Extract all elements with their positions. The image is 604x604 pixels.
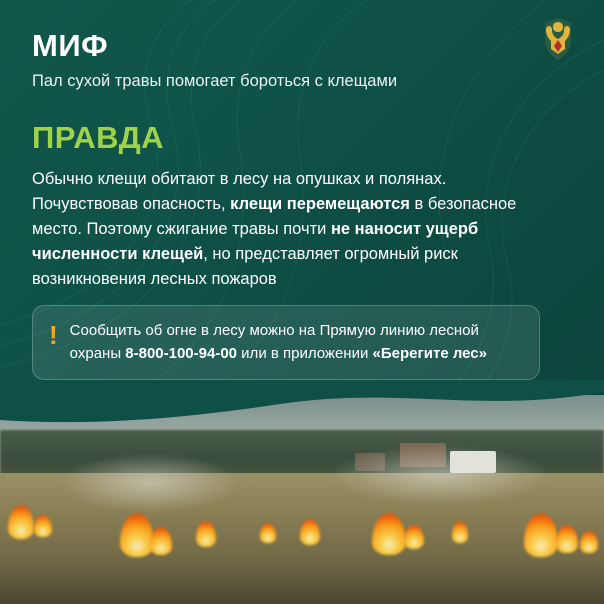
truth-text-part3: , но представляет огромный риск возникновения лесных пожаров xyxy=(32,244,458,288)
truth-text xyxy=(32,167,552,292)
truth-text-bold1: клещи перемещаются xyxy=(230,194,410,213)
callout-box xyxy=(32,305,540,380)
callout-text xyxy=(70,320,521,365)
photo-smoke xyxy=(60,453,240,513)
myth-heading: МИФ xyxy=(32,28,109,63)
truth-heading: ПРАВДА xyxy=(32,119,165,155)
app-name: «Берегите лес» xyxy=(372,344,487,362)
photo-flame xyxy=(260,523,276,543)
callout-part1: Сообщить об огне в лесу можно на Прямую линию лесной охраны xyxy=(69,322,479,362)
hotline-phone-number: 8-800-100-94-00 xyxy=(125,344,238,362)
truth-text-bold2: не наносит ущерб численности клещей xyxy=(32,219,479,263)
myth-text: Пал сухой травы помогает бороться с клещами xyxy=(32,71,398,90)
truth-text-part2: в безопасное место. Поэтому сжигание травы почти xyxy=(32,194,517,238)
poster-content xyxy=(32,30,572,292)
grass-fire-field-photo xyxy=(0,395,604,604)
truth-text-part1: Обычно клещи обитают в лесу на опушках и полянах. Почувствовав опасность, xyxy=(32,169,447,213)
photo-smoke xyxy=(330,445,550,505)
callout-part2: или в приложении xyxy=(237,344,373,362)
exclamation-mark-icon: ! xyxy=(49,320,58,350)
